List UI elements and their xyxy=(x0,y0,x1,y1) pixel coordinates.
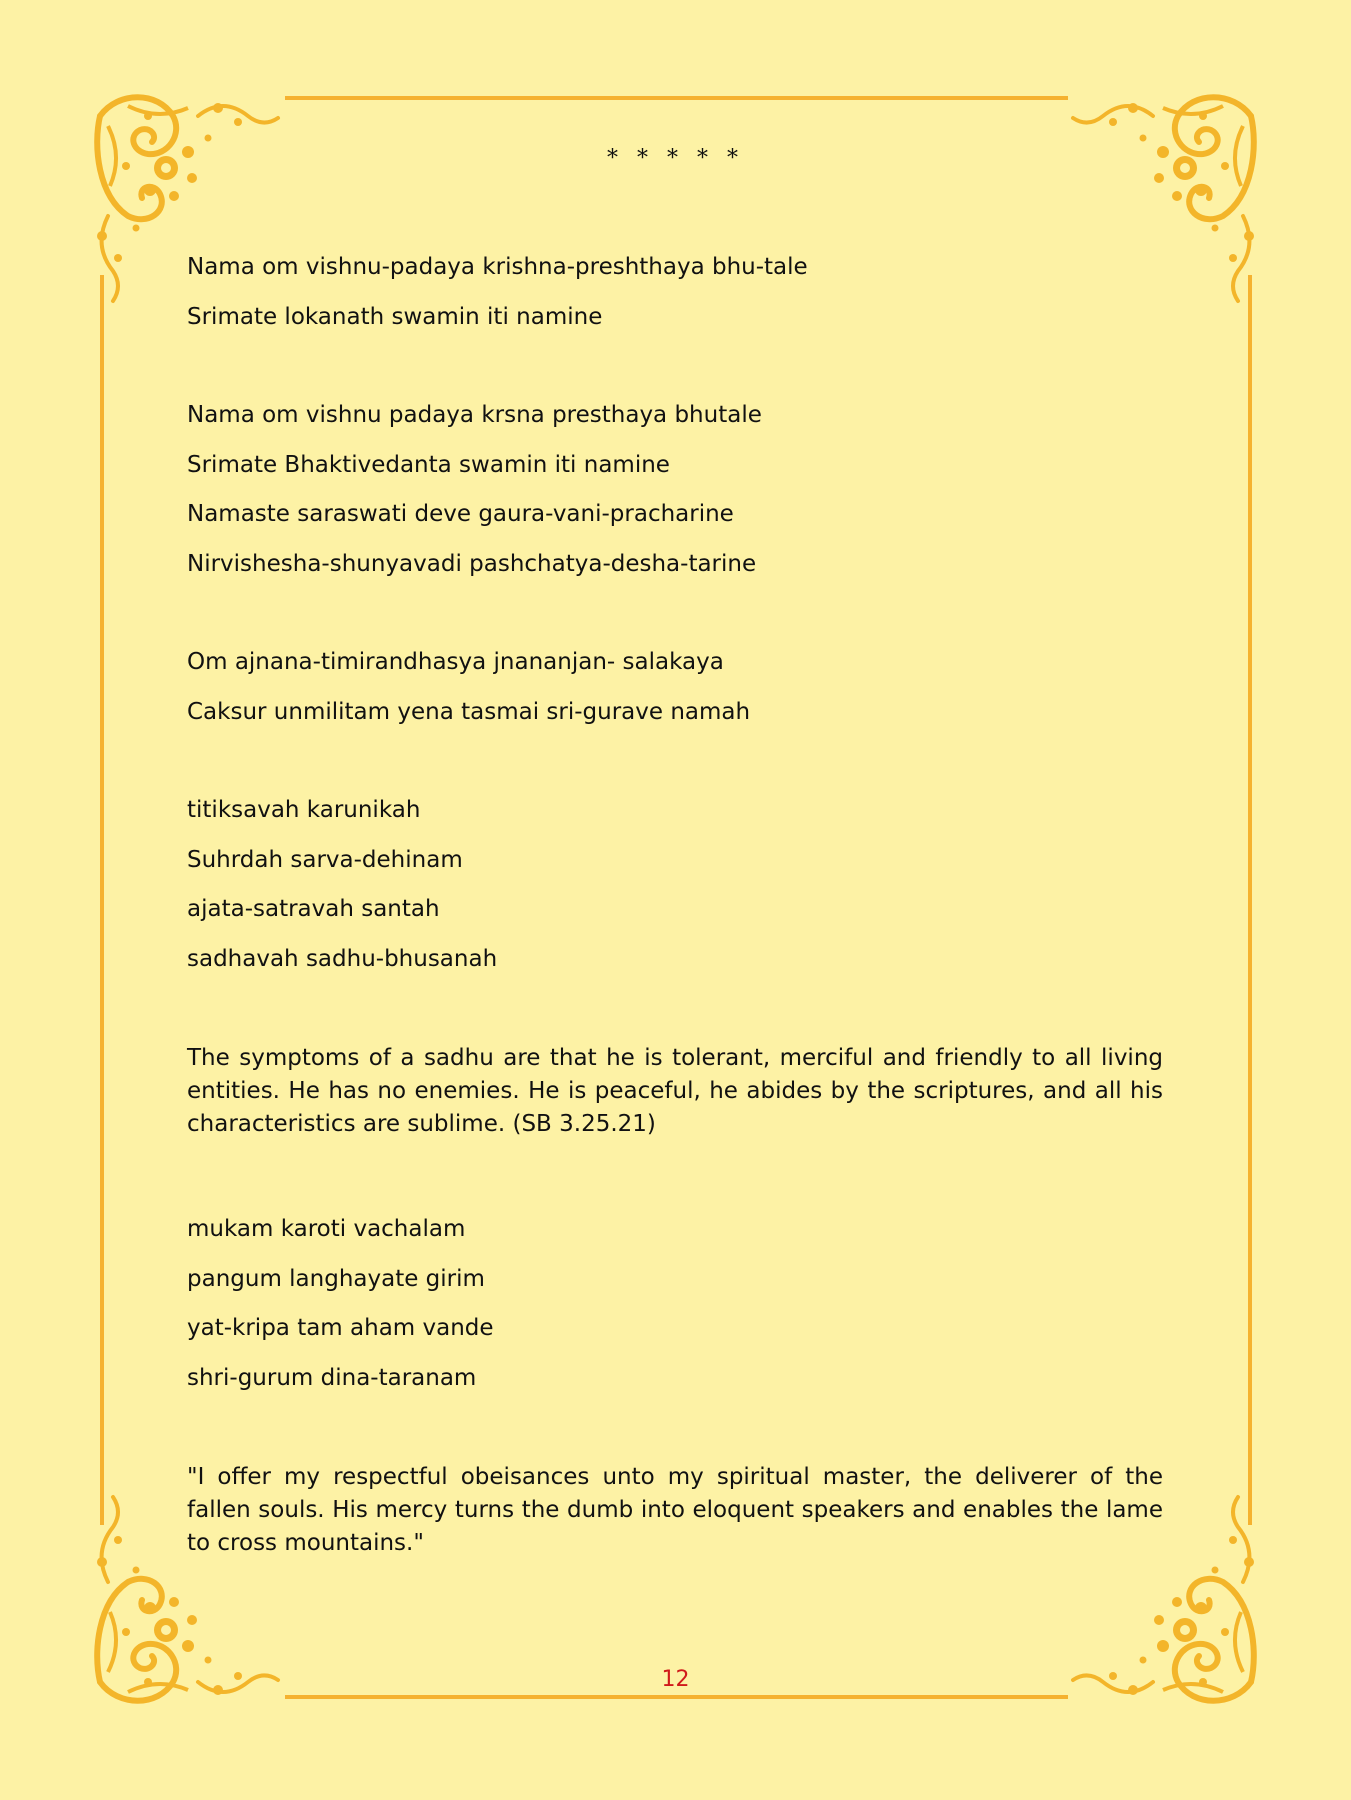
section-separator: * * * * * xyxy=(607,146,744,171)
verse-block xyxy=(187,243,1163,342)
translation-paragraph: "I offer my respectful obeisances unto my spiritual master, the deliverer of the fallen souls. His mercy turns the dumb into eloquent speakers and enables the lame to cross mountains." xyxy=(187,1464,1163,1556)
verse-block xyxy=(187,391,1163,589)
verse-line: Caksur unmilitam yena tasmai sri-gurave namah xyxy=(187,698,751,725)
verse-line: Srimate Bhaktivedanta swamin iti namine xyxy=(187,451,670,478)
translation-paragraph: The symptoms of a sadhu are that he is tolerant, merciful and friendly to all living entities. He has no enemies. He is peaceful, he abides by the scriptures, and all his characteristics are sublime. (SB 3.25.21) xyxy=(187,1045,1163,1137)
verse-line: mukam karoti vachalam xyxy=(187,1216,466,1242)
page-number: 12 xyxy=(661,1667,690,1692)
verse-line: shri-gurum dina-taranam xyxy=(187,1364,477,1391)
verse-line: pangum langhayate girim xyxy=(187,1265,485,1292)
verse-line: titiksavah karunikah xyxy=(187,797,421,823)
verse-line: Srimate lokanath swamin iti namine xyxy=(187,303,603,330)
verse-line: Om ajnana-timirandhasya jnananjan- salakaya xyxy=(187,649,724,675)
verse-line: Namaste saraswati deve gaura-vani-pracharine xyxy=(187,501,734,527)
verse-line: Nirvishesha-shunyavadi pashchatya-desha-tarine xyxy=(187,550,757,577)
page-content xyxy=(187,243,1163,1560)
verse-line: yat-kripa tam aham vande xyxy=(187,1315,494,1341)
verse-line: Suhrdah sarva-dehinam xyxy=(187,846,463,873)
verse-block xyxy=(187,638,1163,737)
verse-block xyxy=(187,1205,1163,1403)
verse-line: sadhavah sadhu-bhusanah xyxy=(187,945,498,972)
verse-line: ajata-satravah santah xyxy=(187,896,440,922)
verse-line: Nama om vishnu padaya krsna presthaya bhutale xyxy=(187,402,762,428)
verse-block xyxy=(187,786,1163,984)
verse-line: Nama om vishnu-padaya krishna-preshthaya bhu-tale xyxy=(187,254,808,280)
